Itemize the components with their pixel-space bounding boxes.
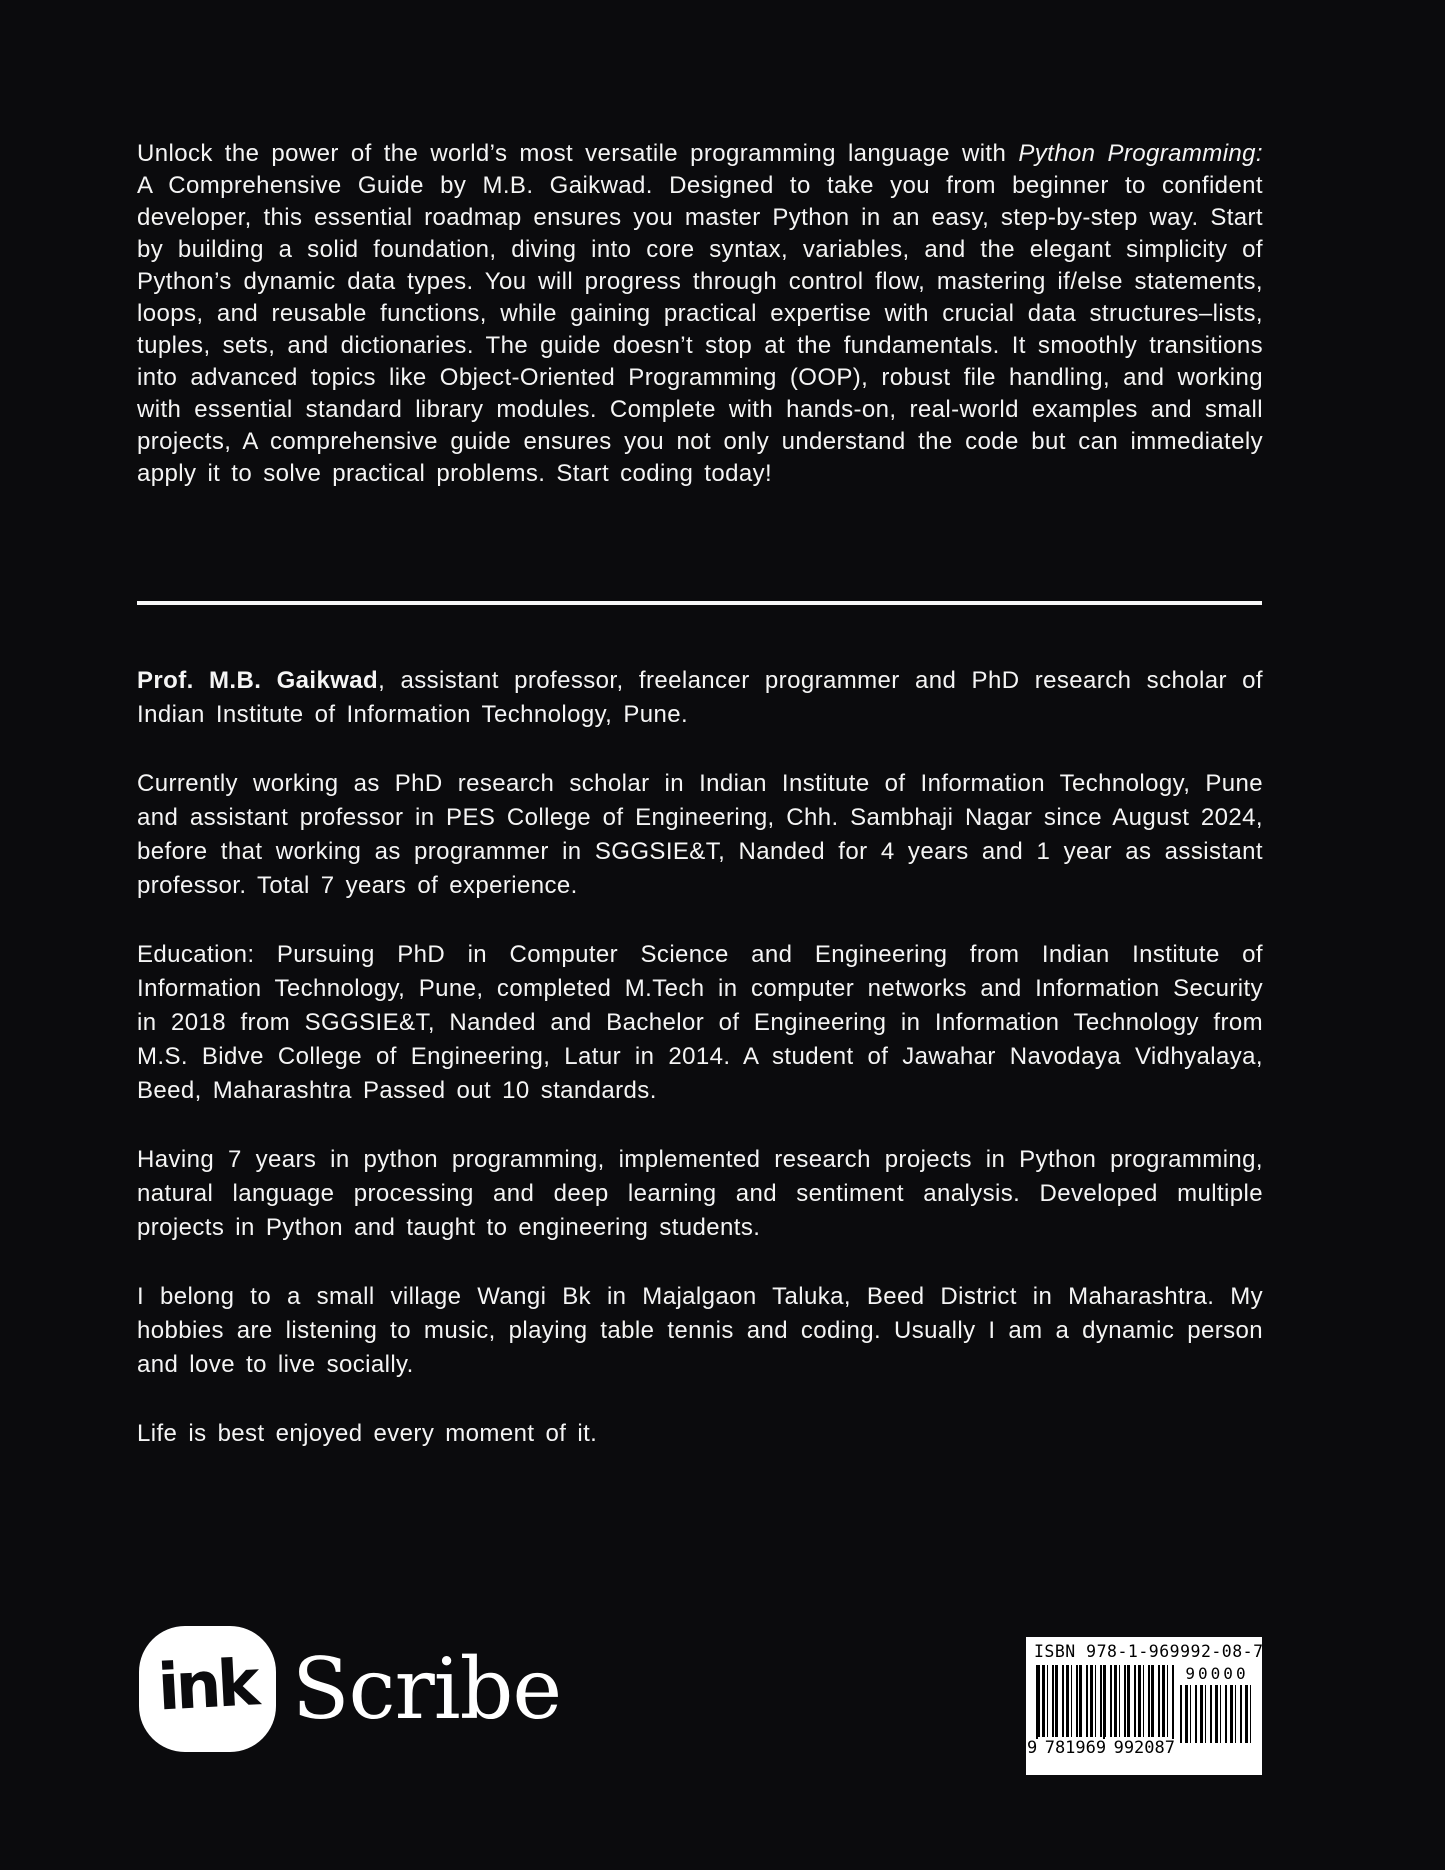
description-rest: A Comprehensive Guide by M.B. Gaikwad. Designed to take you from beginner to confident developer, this essential roadmap ensures you master Python in an easy, step-by-step way. Start by building a solid foundation, diving into core syntax, variables, and the elegant simplicity of Python’s dynamic data types. You will progress through control flow, mastering if/else statements, loops, and reusable functions, while gaining practical expertise with crucial data structures–lists, tuples, sets, and dictionaries. The guide doesn’t stop at the fundamentals. It smoothly transitions into advanced topics like Object-Oriented Programming (OOP), robust file handling, and working with essential standard library modules. Complete with hands-on, real-world examples and small projects, A comprehensive guide ensures you not only understand the code but can immediately apply it to solve practical problems. Start coding today! bbox=[137, 172, 1263, 487]
isbn-barcode bbox=[1026, 1637, 1262, 1775]
barcode-digits bbox=[1026, 1739, 1176, 1757]
barcode-supplement bbox=[1180, 1665, 1254, 1743]
publisher-logo bbox=[139, 1626, 561, 1752]
price-code-label: 90000 bbox=[1185, 1664, 1249, 1683]
author-intro-rest: , assistant professor, freelancer programmer and PhD research scholar of Indian Institute of Information Technology, Pune. bbox=[137, 667, 1263, 728]
ink-logo-badge bbox=[139, 1626, 276, 1752]
bio-paragraph: Education: Pursuing PhD in Computer Science and Engineering from Indian Institute of Information Technology, Pune, completed M.Tech in computer networks and Information Security in 2018 from SGGSIE&T, Nanded and Bachelor of Engineering in Information Technology from M.S. Bidve College of Engineering, Latur in 2014. A student of Jawahar Navodaya Vidhyalaya, Beed, Maharashtra Passed out 10 standards. bbox=[137, 941, 1263, 1104]
bio-paragraph: Currently working as PhD research scholar in Indian Institute of Information Technology, Pune and assistant professor in PES College of Engineering, Chh. Sambhaji Nagar since August 2024, before that working as programmer in SGGSIE&T, Nanded for 4 years and 1 year as assistant professor. Total 7 years of experience. bbox=[137, 770, 1263, 899]
isbn-label: ISBN 978-1-969992-08-7 bbox=[1034, 1642, 1264, 1661]
barcode-digits-group2: 992087 bbox=[1113, 1738, 1175, 1758]
closing-line: Life is best enjoyed every moment of it. bbox=[137, 1420, 598, 1447]
barcode-bars-main bbox=[1038, 1665, 1172, 1737]
barcode-digits-group1: 781969 bbox=[1044, 1738, 1107, 1758]
barcode-main bbox=[1027, 1665, 1176, 1758]
description-lead: Unlock the power of the world’s most versatile programming language with bbox=[137, 140, 1019, 167]
ink-logo-text: ink bbox=[156, 1646, 259, 1726]
barcode-digit-left: 9 bbox=[1027, 1738, 1038, 1758]
bio-paragraph: Having 7 years in python programming, implemented research projects in Python programming, natural language processing and deep learning and sentiment analysis. Developed multiple projects in Python and taught to engineering students. bbox=[137, 1146, 1263, 1241]
guard-bar-middle bbox=[1103, 1665, 1105, 1747]
author-bio bbox=[137, 664, 1263, 1451]
book-title-italic: Python Programming: bbox=[1018, 140, 1263, 167]
barcode-row bbox=[1027, 1664, 1254, 1758]
section-divider bbox=[137, 601, 1262, 605]
guard-bar-right bbox=[1172, 1665, 1174, 1747]
barcode-bars-supplement bbox=[1180, 1685, 1254, 1743]
book-description bbox=[137, 138, 1263, 490]
author-name: Prof. M.B. Gaikwad bbox=[137, 667, 379, 694]
bio-paragraph: I belong to a small village Wangi Bk in Majalgaon Taluka, Beed District in Maharashtra. My hobbies are listening to music, playing table tennis and coding. Usually I am a dynamic person and love to live socially. bbox=[137, 1283, 1263, 1378]
guard-bar-left bbox=[1036, 1665, 1038, 1747]
publisher-name: Scribe bbox=[292, 1640, 562, 1738]
author-intro bbox=[137, 664, 1263, 732]
